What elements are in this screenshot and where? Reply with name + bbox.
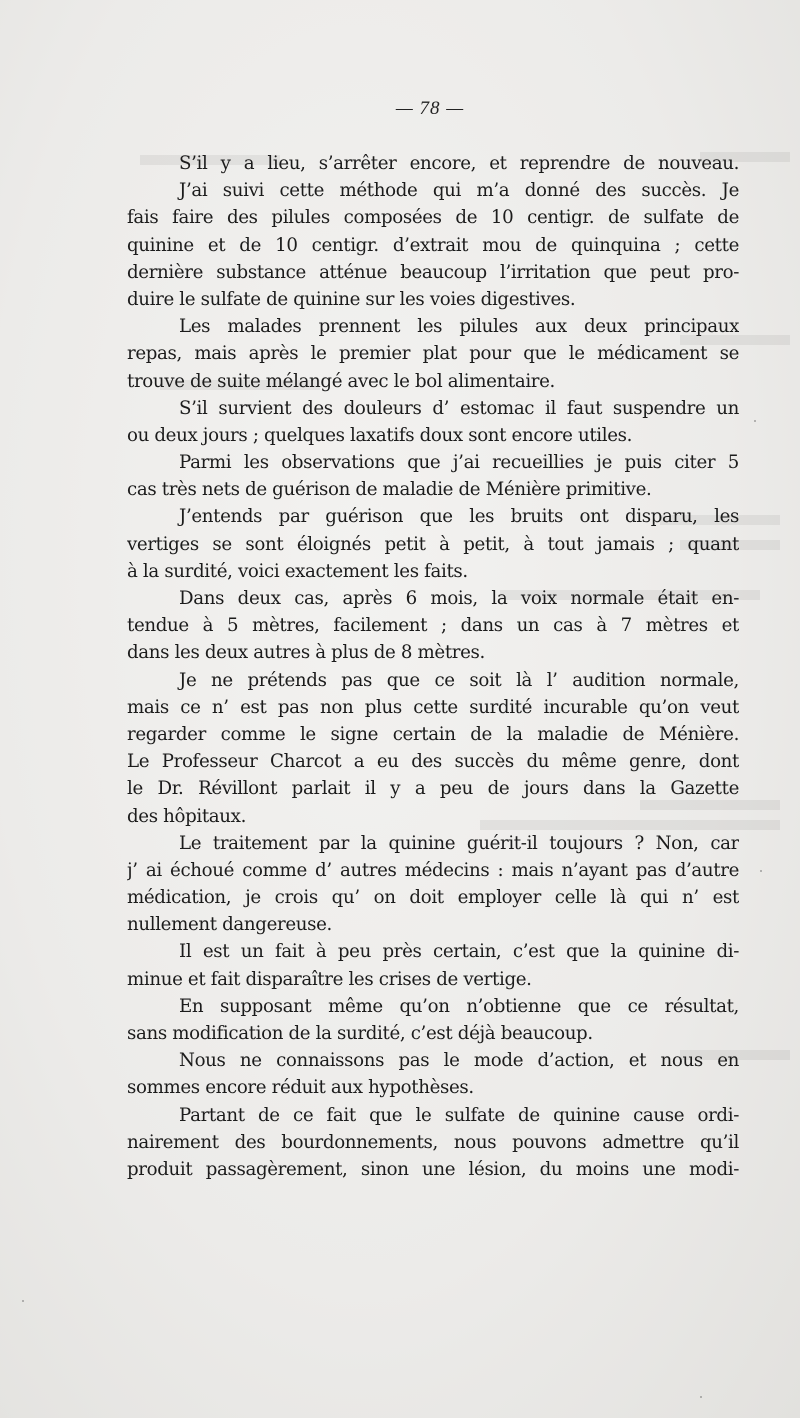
text-line: cas très nets de guérison de maladie de Ménière primitive.	[127, 479, 652, 501]
text-line: J’entends par guérison que les bruits ont disparu, les	[179, 506, 739, 528]
paper-speck	[754, 420, 756, 422]
text-line: Le Professeur Charcot a eu des succès du même genre, dont	[127, 751, 739, 773]
paper-speck	[760, 870, 762, 872]
text-line: Dans deux cas, après 6 mois, la voix normale était en-	[179, 588, 739, 609]
text-line: j’ ai échoué comme d’ autres médecins : mais n’ayant pas d’autre	[127, 859, 739, 881]
text-line: nairement des bourdonnements, nous pouvons admettre qu’il	[127, 1131, 739, 1153]
text-line: Les malades prennent les pilules aux deux principaux	[179, 316, 739, 338]
text-line: duire le sulfate de quinine sur les voies digestives.	[127, 288, 576, 310]
text-line: dernière substance atténue beaucoup l’irritation que peut pro-	[127, 261, 739, 283]
text-line: Il est un fait à peu près certain, c’est que la quinine di-	[179, 941, 739, 963]
text-line: à la surdité, voici exactement les faits.	[127, 560, 468, 582]
text-line: Parmi les observations que j’ai recueillies je puis citer 5	[179, 452, 739, 474]
text-line: médication, je crois qu’ on doit employer celle là qui n’ est	[127, 887, 739, 909]
text-line: tendue à 5 mètres, facilement ; dans un cas à 7 mètres et	[127, 615, 739, 637]
text-line: Nous ne connaissons pas le mode d’action, et nous en	[179, 1050, 739, 1072]
paper-speck	[700, 1396, 702, 1398]
text-line: sommes encore réduit aux hypothèses.	[127, 1077, 474, 1099]
text-line: S’il survient des douleurs d’ estomac il faut suspendre un	[179, 397, 739, 419]
paper-speck	[22, 1300, 24, 1302]
text-line: sans modification de la surdité, c’est déjà beaucoup.	[127, 1023, 593, 1044]
page-number: — 78 —	[395, 98, 465, 119]
text-line: regarder comme le signe certain de la maladie de Ménière.	[127, 723, 739, 745]
text-line: trouve de suite mélangé avec le bol alimentaire.	[127, 370, 555, 392]
text-line: repas, mais après le premier plat pour que le médicament se	[127, 343, 739, 365]
text-line: ou deux jours ; quelques laxatifs doux sont encore utiles.	[127, 424, 633, 446]
text-line: En supposant même qu’on n’obtienne que ce résultat,	[179, 995, 739, 1017]
text-line: nullement dangereuse.	[127, 914, 332, 936]
text-line: vertiges se sont éloignés petit à petit, à tout jamais ; quant	[127, 533, 739, 555]
text-line: des hôpitaux.	[127, 805, 246, 827]
text-line: fais faire des pilules composées de 10 centigr. de sulfate de	[127, 207, 739, 229]
text-line: Je ne prétends pas que ce soit là l’ audition normale,	[179, 669, 739, 691]
text-line: Partant de ce fait que le sulfate de quinine cause ordi-	[179, 1104, 739, 1126]
text-line: S’il y a lieu, s’arrêter encore, et reprendre de nouveau.	[179, 153, 739, 174]
text-line: dans les deux autres à plus de 8 mètres.	[127, 642, 485, 664]
text-line: minue et fait disparaître les crises de vertige.	[127, 968, 532, 990]
text-line: produit passagèrement, sinon une lésion, du moins une modi-	[127, 1158, 739, 1180]
text-line: le Dr. Révillont parlait il y a peu de jours dans la Gazette	[127, 778, 739, 800]
text-line: quinine et de 10 centigr. d’extrait mou de quinquina ; cette	[127, 234, 739, 256]
text-line: mais ce n’ est pas non plus cette surdité incurable qu’on veut	[127, 696, 739, 718]
body-text	[127, 150, 739, 1183]
text-line: J’ai suivi cette méthode qui m’a donné des succès. Je	[179, 180, 739, 202]
text-line: Le traitement par la quinine guérit-il toujours ? Non, car	[179, 832, 739, 854]
